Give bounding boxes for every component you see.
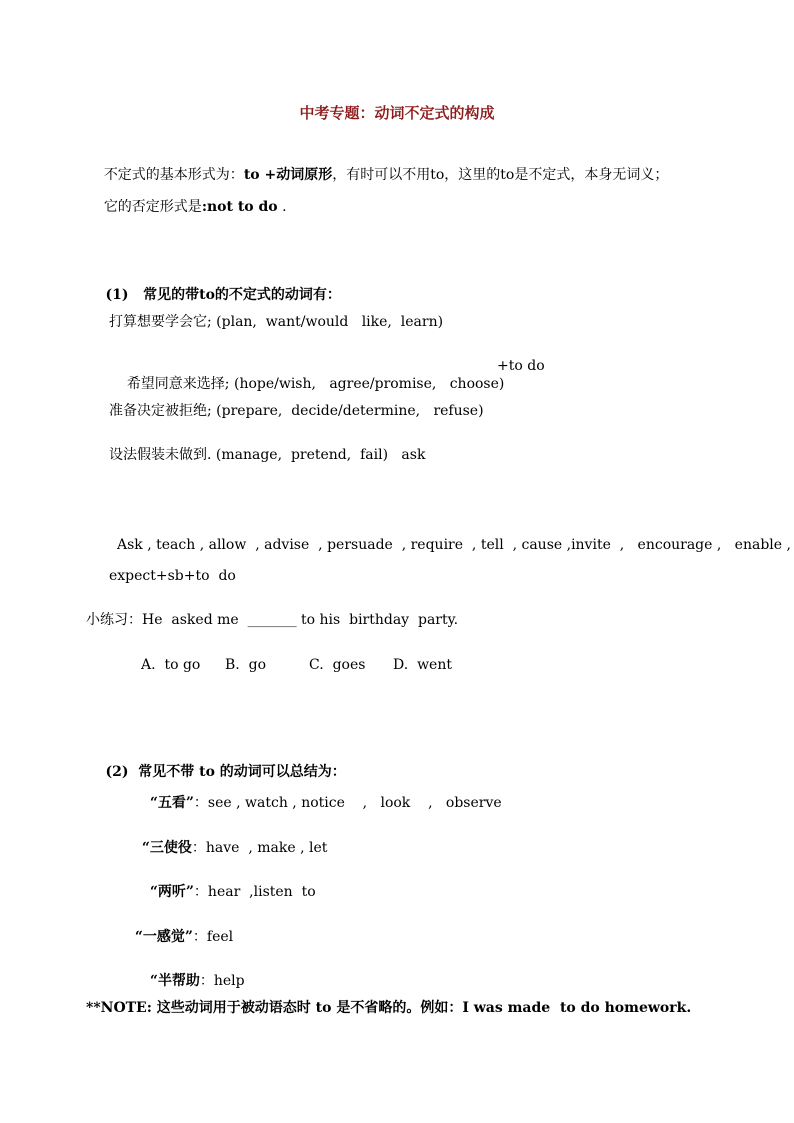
option-d: D. went <box>393 657 452 673</box>
category-text: ：have , make , let <box>191 840 328 856</box>
list-item-suffix: +to do <box>497 358 545 374</box>
intro-text: 它的否定形式是 <box>103 199 202 215</box>
category-text: ：feel <box>192 929 234 945</box>
list-item-text: 希望同意来选择; (hope/wish, agree/promise, choose) <box>126 376 505 392</box>
list-item: 准备决定被拒绝; (prepare, decide/determine, refuse) <box>109 403 484 419</box>
intro-bold: :not to do <box>201 199 278 215</box>
section-number: (2) <box>105 764 129 780</box>
section-number: (1) <box>105 287 129 303</box>
category-text: ：help <box>199 973 245 989</box>
intro-line-2 <box>86 180 287 234</box>
page-title: 中考专题：动词不定式的构成 <box>299 104 495 122</box>
verb-list-line: expect+sb+to do <box>109 568 236 584</box>
intro-text: 不定式的基本形式为： <box>103 167 244 183</box>
section-title: 常见的带to的不定式的动词有： <box>143 287 341 303</box>
category-label: “三使役 <box>141 840 192 856</box>
section-title: 常见不带 to 的动词可以总结为： <box>138 764 346 780</box>
category-text: ：hear ,listen to <box>193 884 316 900</box>
category-label: “半帮助 <box>149 973 200 989</box>
category-label: “一感觉” <box>134 929 193 945</box>
option-c: C. goes <box>309 657 366 673</box>
intro-text: . <box>277 199 287 215</box>
intro-text: ，有时可以不用to，这里的to是不定式，本身无词义； <box>332 167 669 183</box>
intro-bold: to +动词原形 <box>243 167 333 183</box>
list-item: 打算想要学会它; (plan, want/would like, learn) <box>109 314 444 330</box>
category-label: “五看” <box>149 795 194 811</box>
list-item: 设法假装未做到. (manage, pretend, fail) ask <box>109 447 426 463</box>
note: **NOTE: 这些动词用于被动语态时 to 是不省略的。例如：I was made to do homework. <box>86 1000 692 1016</box>
option-a: A. to go <box>141 657 201 673</box>
verb-list-line: Ask , teach , allow , advise , persuade , require , tell , cause ,invite , encourage , enable , <box>117 537 791 553</box>
option-b: B. go <box>225 657 267 673</box>
category-text: ：see , watch , notice , look , observe <box>193 795 502 811</box>
practice-question: 小练习：He asked me _______ to his birthday party. <box>86 612 459 628</box>
category-label: “两听” <box>149 884 194 900</box>
